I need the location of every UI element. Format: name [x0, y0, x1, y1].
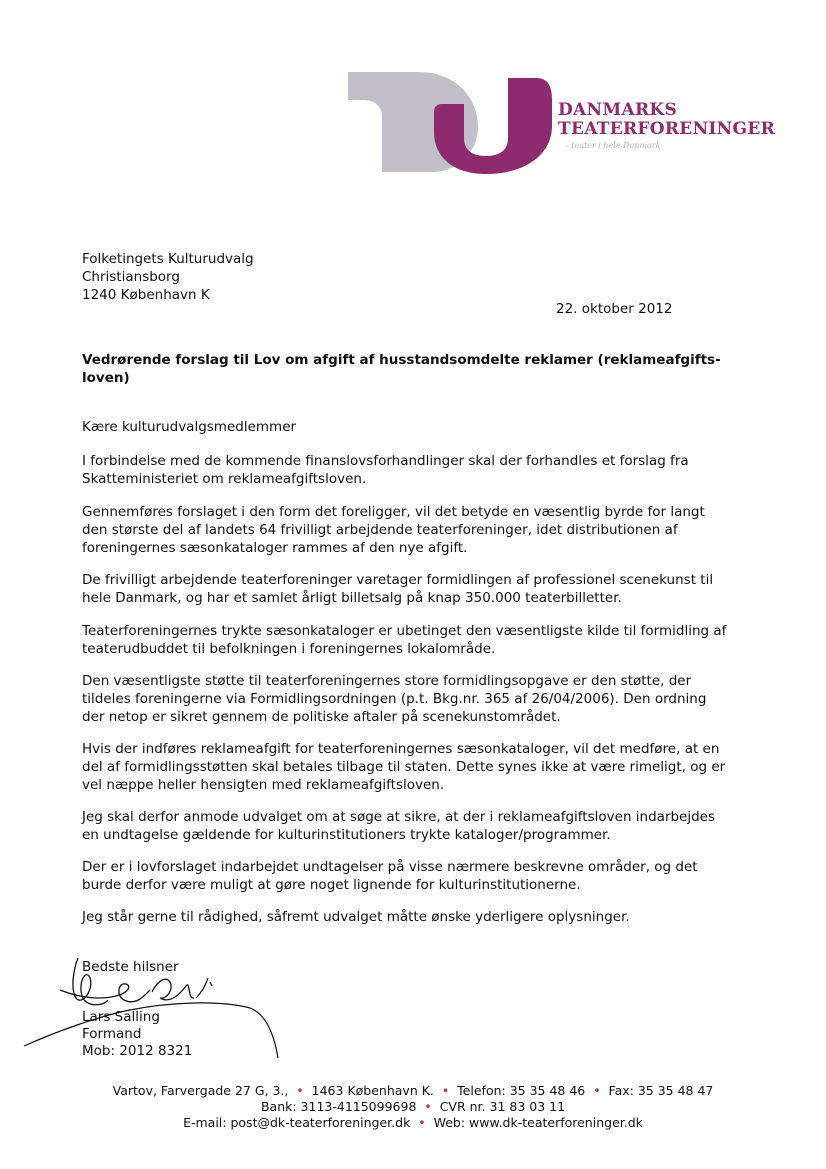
- paragraph-line: en undtagelse gældende for kulturinstitutioners trykte kataloger/programmer.: [82, 827, 611, 843]
- footer-address: Vartov, Farvergade 27 G, 3.,: [112, 1083, 289, 1098]
- footer-separator: •: [296, 1083, 304, 1098]
- paragraph-line: Skatteministeriet om reklameafgiftsloven.: [82, 471, 367, 487]
- subject-line-1: Vedrørende forslag til Lov om afgift af husstandsomdelte reklamer (reklameafgifts-: [82, 352, 721, 368]
- footer-web-row: [0, 1114, 826, 1131]
- salutation: Kære kulturudvalgsmedlemmer: [82, 419, 297, 435]
- footer-phone: Telefon: 35 35 48 46: [457, 1083, 586, 1098]
- paragraph-line: burde derfor være muligt at gøre noget lignende for kulturinstitutionerne.: [82, 877, 581, 893]
- footer-separator: •: [424, 1099, 432, 1114]
- paragraph-line: Hvis der indføres reklameafgift for teaterforeningernes sæsonkataloger, vil det medføre, at en: [82, 741, 720, 757]
- footer-bank: Bank: 3113-4115099698: [260, 1099, 417, 1114]
- paragraph: [82, 858, 772, 894]
- paragraph-line: den største del af landets 64 frivilligt arbejdende teaterforeninger, idet distributionen af: [82, 522, 678, 538]
- paragraph: [82, 908, 772, 926]
- handwritten-signature: [20, 938, 290, 1063]
- subject-line-2: loven): [82, 370, 130, 386]
- paragraph-line: Gennemføres forslaget i den form det foreligger, vil det betyde en væsentlig byrde for langt: [82, 504, 705, 520]
- paragraph: [82, 571, 772, 607]
- paragraph-line: De frivilligt arbejdende teaterforeninger varetager formidlingen af professionel scenekunst til: [82, 572, 714, 588]
- recipient-building: Christiansborg: [82, 269, 180, 285]
- footer-email[interactable]: E-mail: post@dk-teaterforeninger.dk: [183, 1115, 411, 1130]
- paragraph-line: Teaterforeningernes trykte sæsonkataloger er ubetinget den væsentligste kilde til formidling af: [82, 623, 727, 639]
- footer-cvr: CVR nr. 31 83 03 11: [439, 1099, 566, 1114]
- paragraph: [82, 503, 772, 557]
- recipient-name: Folketingets Kulturudvalg: [82, 251, 254, 267]
- footer-separator: •: [418, 1115, 426, 1130]
- paragraph-line: Jeg står gerne til rådighed, såfremt udvalget måtte ønske yderligere oplysninger.: [82, 909, 630, 925]
- paragraph: [82, 452, 772, 488]
- paragraph-line: der netop er sikret gennem de politiske aftaler på scenekunstområdet.: [82, 709, 561, 725]
- footer-city: 1463 København K.: [311, 1083, 434, 1098]
- paragraph-line: hele Danmark, og har et samlet årligt billetsalg på knap 350.000 teaterbilletter.: [82, 590, 622, 606]
- logo-tagline: - teater i hele Danmark: [566, 141, 661, 150]
- footer-contact-row: [0, 1082, 826, 1099]
- paragraph: [82, 740, 772, 794]
- footer-separator: •: [593, 1083, 601, 1098]
- recipient-city: 1240 København K: [82, 287, 210, 303]
- paragraph-line: I forbindelse med de kommende finanslovsforhandlinger skal der forhandles et forslag fra: [82, 453, 689, 469]
- footer-bank-row: [0, 1098, 826, 1115]
- paragraph-line: del af formidlingsstøtten skal betales tilbage til staten. Dette synes ikke at være rimeligt, og er: [82, 759, 726, 775]
- footer-website[interactable]: Web: www.dk-teaterforeninger.dk: [433, 1115, 643, 1130]
- paragraph-line: tildeles foreningerne via Formidlingsordningen (p.t. Bkg.nr. 365 af 26/04/2006). Den ordning: [82, 691, 707, 707]
- paragraph-line: teaterudbuddet til befolkningen i foreningernes lokalområde.: [82, 641, 496, 657]
- signer-title: Formand: [82, 1026, 142, 1042]
- signer-name: Lars Salling: [82, 1009, 160, 1025]
- logo-divider: [478, 72, 508, 78]
- paragraph-line: vel næppe heller hensigten med reklameafgiftsloven.: [82, 777, 445, 793]
- logo-wordmark-line1: DANMARKS: [558, 100, 678, 120]
- paragraph-line: Der er i lovforslaget indarbejdet undtagelser på visse nærmere beskrevne områder, og det: [82, 859, 698, 875]
- footer-separator: •: [441, 1083, 450, 1098]
- closing-greeting: Bedste hilsner: [82, 959, 179, 975]
- footer-fax: Fax: 35 35 48 47: [608, 1083, 714, 1098]
- paragraph-line: Jeg skal derfor anmode udvalget om at søge at sikre, at der i reklameafgiftsloven indarbejdes: [82, 809, 716, 825]
- paragraph: [82, 672, 772, 726]
- paragraph-line: Den væsentligste støtte til teaterforeningernes store formidlingsopgave er den støtte, der: [82, 673, 692, 689]
- paragraph: [82, 808, 772, 844]
- organization-logo: [346, 70, 556, 174]
- paragraph-line: foreningernes sæsonkataloger rammes af den nye afgift.: [82, 540, 468, 556]
- paragraph: [82, 622, 772, 658]
- signer-mobile: Mob: 2012 8321: [82, 1043, 193, 1059]
- letter-date: 22. oktober 2012: [556, 301, 673, 317]
- logo-wordmark-line2: TEATERFORENINGER: [558, 119, 776, 139]
